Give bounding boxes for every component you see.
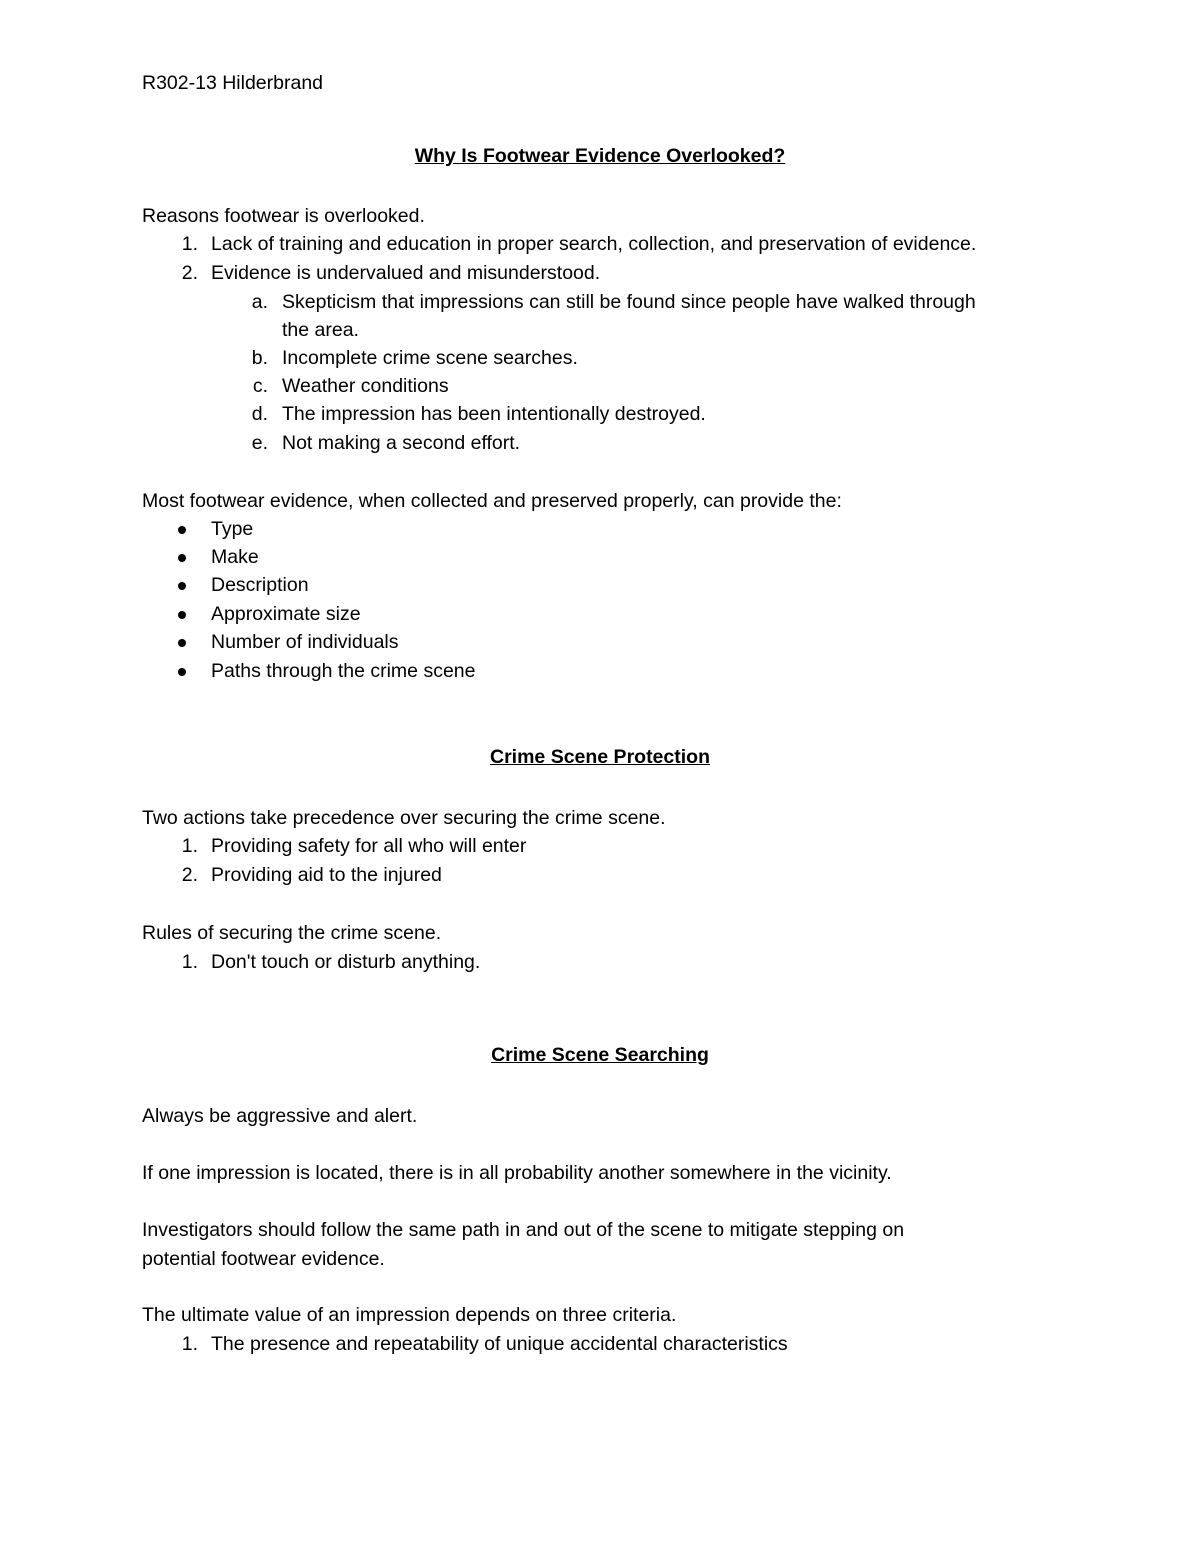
bullet-icon [178,668,186,676]
bullet-icon [178,526,186,534]
sublist-item: Not making a second effort. [282,432,521,454]
reasons-intro: Reasons footwear is overlooked. [142,205,425,227]
rules-intro: Rules of securing the crime scene. [142,922,442,944]
sublist-item: Incomplete crime scene searches. [282,347,578,369]
document-header: R302-13 Hilderbrand [142,72,324,94]
bullet-icon [178,611,186,619]
bullet-item: Description [211,574,309,596]
list-item: Providing aid to the injured [211,864,442,886]
list-marker: 2. [181,864,198,886]
list-item: Lack of training and education in proper search, collection, and preservation of evidence. [211,233,977,255]
paragraph: If one impression is located, there is in all probability another somewhere in the vicinity. [142,1162,892,1184]
list-marker: 1. [181,233,198,255]
bullet-item: Type [211,518,254,540]
section-title-footwear-overlooked: Why Is Footwear Evidence Overlooked? [414,145,786,167]
sublist-item: Weather conditions [282,375,449,397]
list-marker: 1. [181,951,198,973]
sublist-marker: a. [251,291,268,313]
provide-intro: Most footwear evidence, when collected and preserved properly, can provide the: [142,490,842,512]
bullet-icon [178,554,186,562]
list-marker: 1. [181,1333,198,1355]
list-item: Don't touch or disturb anything. [211,951,481,973]
list-marker: 2. [181,262,198,284]
precedence-intro: Two actions take precedence over securing the crime scene. [142,807,666,829]
sublist-marker: b. [251,347,268,369]
bullet-icon [178,639,186,647]
sublist-marker: d. [251,403,268,425]
bullet-item: Paths through the crime scene [211,660,476,682]
bullet-item: Number of individuals [211,631,399,653]
sublist-item: The impression has been intentionally destroyed. [282,403,706,425]
paragraph: Investigators should follow the same path in and out of the scene to mitigate stepping on [142,1219,905,1241]
bullet-item: Make [211,546,259,568]
list-item: Providing safety for all who will enter [211,835,527,857]
list-item: The presence and repeatability of unique accidental characteristics [211,1333,788,1355]
bullet-item: Approximate size [211,603,361,625]
list-marker: 1. [181,835,198,857]
bullet-icon [178,582,186,590]
sublist-marker: e. [251,432,268,454]
section-title-crime-scene-protection: Crime Scene Protection [490,746,710,768]
list-item: Evidence is undervalued and misunderstood. [211,262,601,284]
section-title-crime-scene-searching: Crime Scene Searching [491,1044,709,1066]
paragraph-continuation: potential footwear evidence. [142,1248,385,1270]
sublist-marker: c. [252,375,268,397]
criteria-intro: The ultimate value of an impression depends on three criteria. [142,1304,677,1326]
paragraph: Always be aggressive and alert. [142,1105,418,1127]
sublist-item: Skepticism that impressions can still be found since people have walked through [282,291,976,313]
sublist-item-continuation: the area. [282,319,359,341]
